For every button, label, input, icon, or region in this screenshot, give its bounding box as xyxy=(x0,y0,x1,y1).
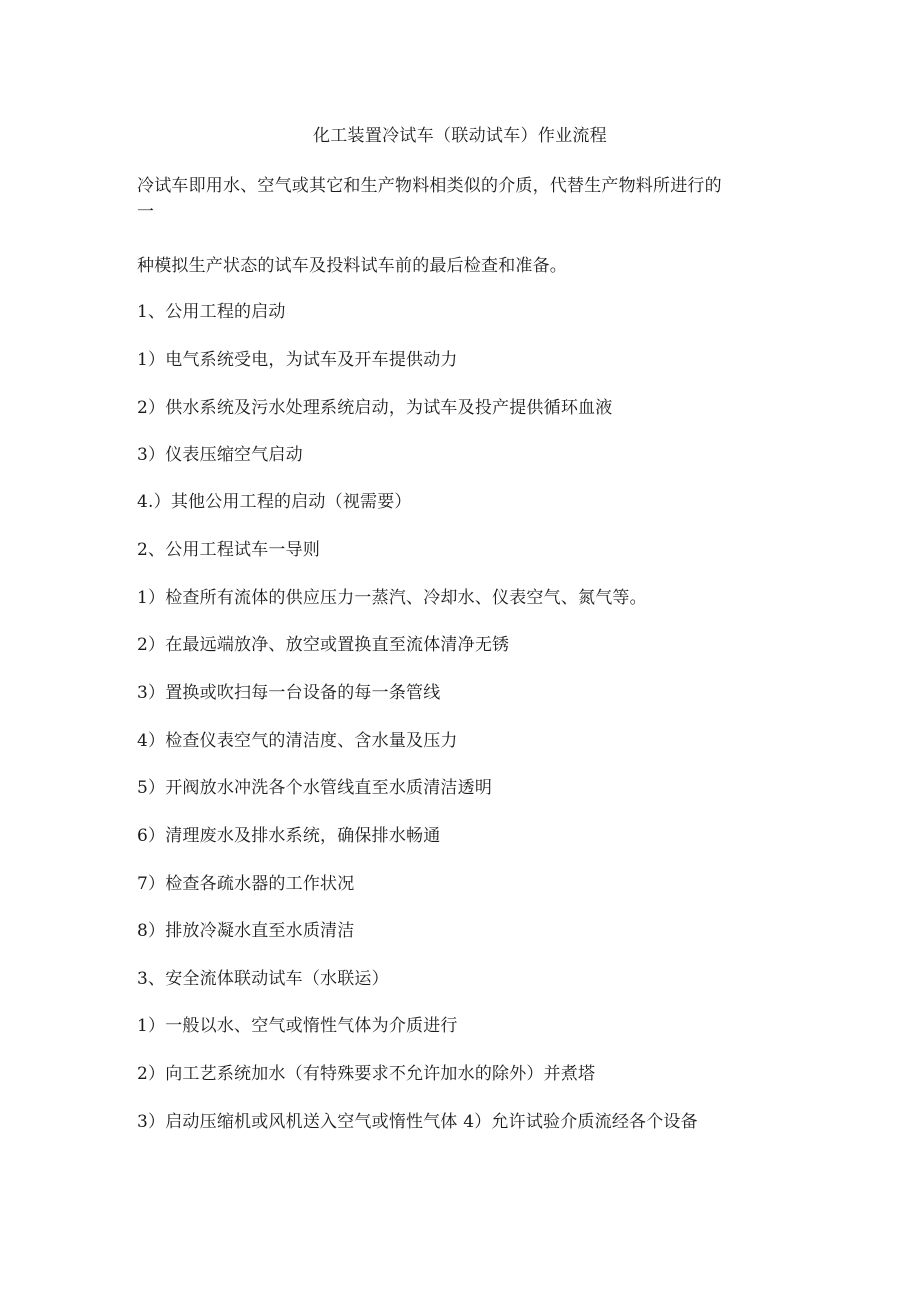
list-item: 4）检查仪表空气的清洁度、含水量及压力 xyxy=(137,731,458,751)
list-item: 1）电气系统受电，为试车及开车提供动力 xyxy=(137,350,458,370)
list-item: 5）开阀放水冲洗各个水管线直至水质清洁透明 xyxy=(137,778,493,798)
list-item: 1）检查所有流体的供应压力一蒸汽、冷却水、仪表空气、氮气等。 xyxy=(137,588,647,608)
intro-paragraph-line-2: 种模拟生产状态的试车及投料试车前的最后检查和准备。 xyxy=(137,256,567,276)
list-item: 3）仪表压缩空气启动 xyxy=(137,445,303,465)
list-item: 8）排放冷凝水直至水质清洁 xyxy=(137,921,355,941)
list-item: 4.）其他公用工程的启动（视需要） xyxy=(137,492,412,512)
list-item: 6）清理废水及排水系统，确保排水畅通 xyxy=(137,826,441,846)
list-item: 2）供水系统及污水处理系统启动，为试车及投产提供循环血液 xyxy=(137,398,613,418)
list-item: 3）置换或吹扫每一台设备的每一条管线 xyxy=(137,683,441,703)
section-heading-3: 3、安全流体联动试车（水联运） xyxy=(137,969,389,989)
list-item: 2）向工艺系统加水（有特殊要求不允许加水的除外）并煮塔 xyxy=(137,1064,596,1084)
intro-paragraph-line-1: 冷试车即用水、空气或其它和生产物料相类似的介质，代替生产物料所进行的 xyxy=(137,176,722,196)
intro-paragraph-line-1-tail: 一 xyxy=(137,202,154,222)
section-heading-1: 1、公用工程的启动 xyxy=(137,302,286,322)
list-item: 7）检查各疏水器的工作状况 xyxy=(137,874,355,894)
list-item: 1）一般以水、空气或惰性气体为介质进行 xyxy=(137,1016,458,1036)
document-title: 化工装置冷试车（联动试车）作业流程 xyxy=(312,126,608,146)
section-heading-2: 2、公用工程试车一导则 xyxy=(137,540,321,560)
list-item: 3）启动压缩机或风机送入空气或惰性气体 4）允许试验介质流经各个设备 xyxy=(137,1112,698,1132)
list-item: 2）在最远端放净、放空或置换直至流体清净无锈 xyxy=(137,635,510,655)
